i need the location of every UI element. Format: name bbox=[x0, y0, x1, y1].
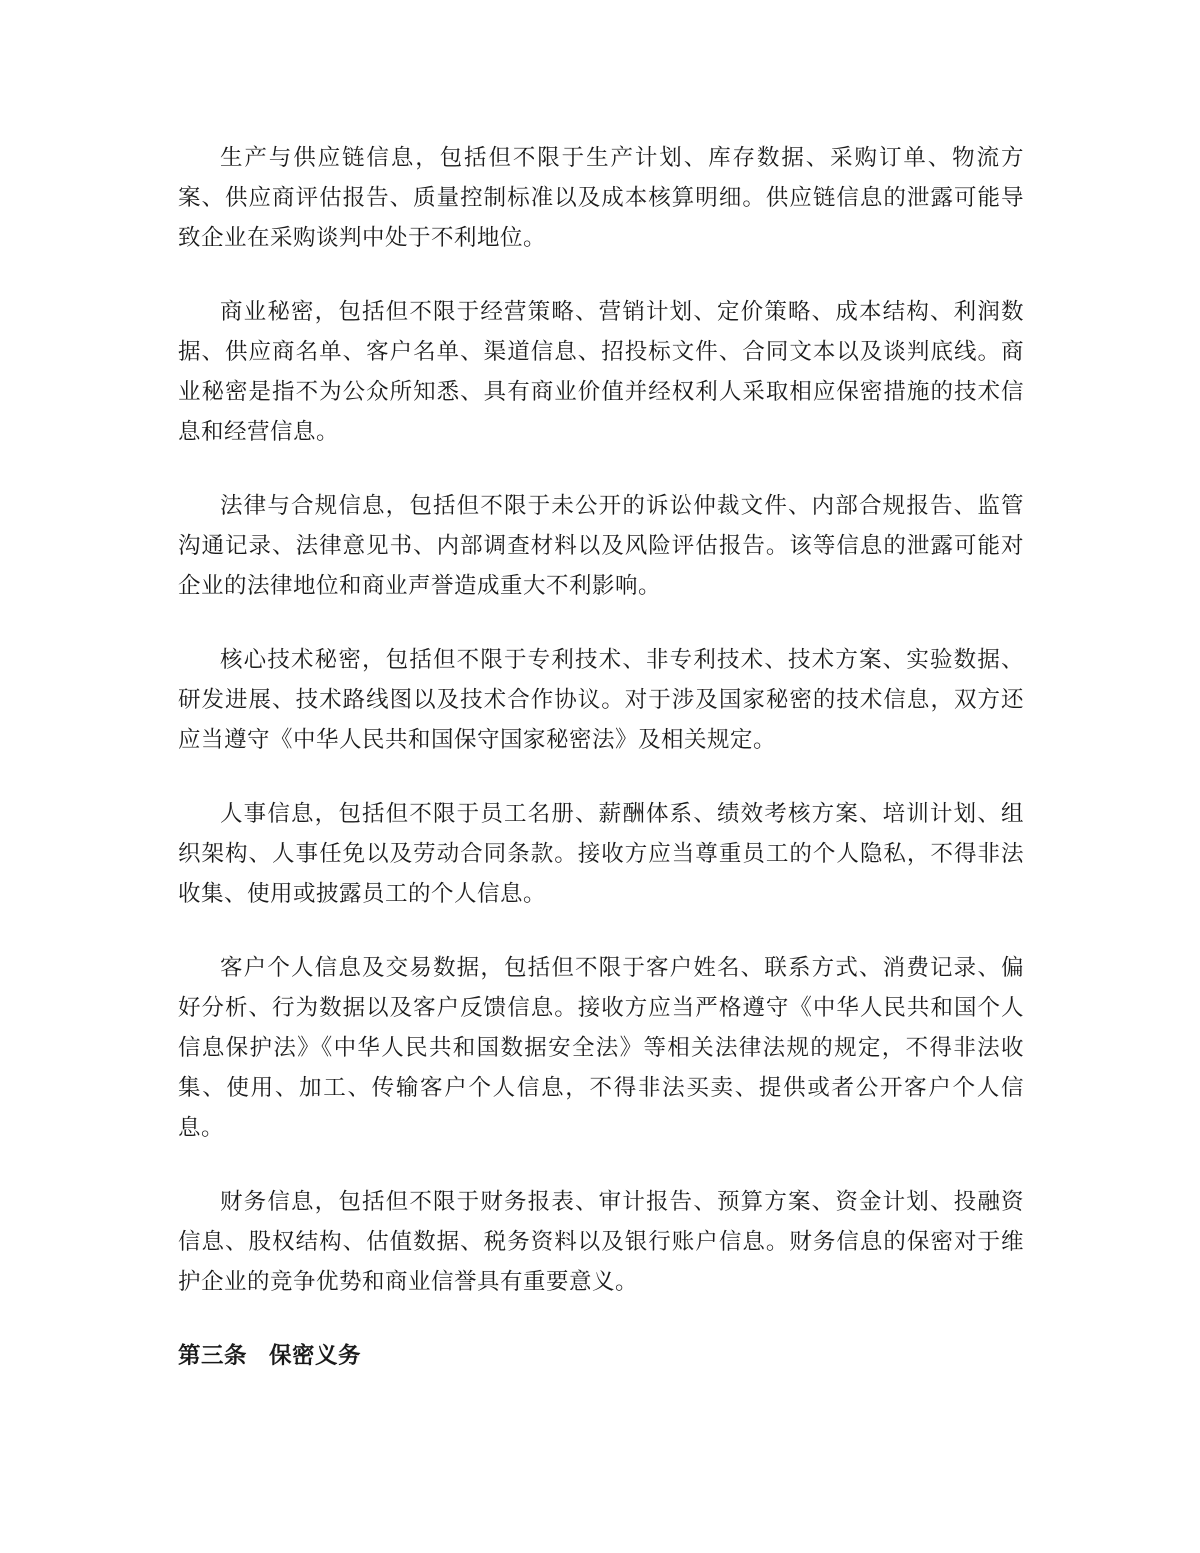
paragraph-personnel-info: 人事信息，包括但不限于员工名册、薪酬体系、绩效考核方案、培训计划、组织架构、人事任免以及劳动合同条款。接收方应当尊重员工的个人隐私，不得非法收集、使用或披露员工的个人信息。 bbox=[178, 801, 1024, 907]
paragraph-core-technology-secrets: 核心技术秘密，包括但不限于专利技术、非专利技术、技术方案、实验数据、研发进展、技术路线图以及技术合作协议。对于涉及国家秘密的技术信息，双方还应当遵守《中华人民共和国保守国家秘密法》及相关规定。 bbox=[178, 647, 1024, 753]
section-title: 保密义务 bbox=[269, 1343, 362, 1369]
paragraph-supply-chain-info: 生产与供应链信息，包括但不限于生产计划、库存数据、采购订单、物流方案、供应商评估报告、质量控制标准以及成本核算明细。供应链信息的泄露可能导致企业在采购谈判中处于不利地位。 bbox=[178, 145, 1024, 251]
paragraph-trade-secrets: 商业秘密，包括但不限于经营策略、营销计划、定价策略、成本结构、利润数据、供应商名单、客户名单、渠道信息、招投标文件、合同文本以及谈判底线。商业秘密是指不为公众所知悉、具有商业价值并经权利人采取相应保密措施的技术信息和经营信息。 bbox=[178, 299, 1024, 445]
document-page bbox=[178, 138, 1024, 1376]
section-number: 第三条 bbox=[178, 1343, 248, 1369]
paragraph-legal-compliance-info: 法律与合规信息，包括但不限于未公开的诉讼仲裁文件、内部合规报告、监管沟通记录、法律意见书、内部调查材料以及风险评估报告。该等信息的泄露可能对企业的法律地位和商业声誉造成重大不利影响。 bbox=[178, 493, 1024, 599]
paragraph-customer-personal-info: 客户个人信息及交易数据，包括但不限于客户姓名、联系方式、消费记录、偏好分析、行为数据以及客户反馈信息。接收方应当严格遵守《中华人民共和国个人信息保护法》《中华人民共和国数据安全法》等相关法律法规的规定，不得非法收集、使用、加工、传输客户个人信息，不得非法买卖、提供或者公开客户个人信息。 bbox=[178, 955, 1024, 1141]
section-heading bbox=[178, 1336, 1024, 1376]
paragraph-financial-info: 财务信息，包括但不限于财务报表、审计报告、预算方案、资金计划、投融资信息、股权结构、估值数据、税务资料以及银行账户信息。财务信息的保密对于维护企业的竞争优势和商业信誉具有重要意义。 bbox=[178, 1189, 1024, 1295]
